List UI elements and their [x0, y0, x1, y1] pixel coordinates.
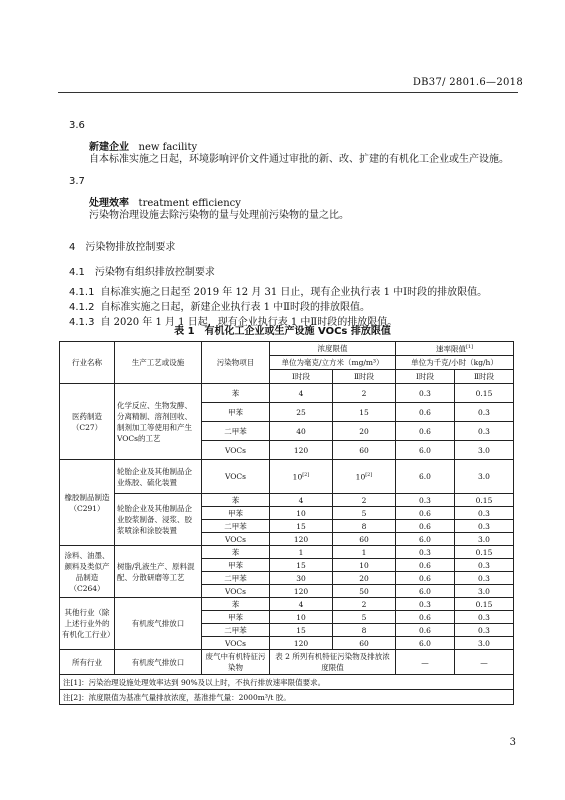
pollutant-cell: 苯 [202, 546, 270, 559]
table-row [60, 546, 514, 559]
pollutant-cell: 甲苯 [202, 611, 270, 624]
conc-p2-cell: 60 [333, 637, 396, 650]
pollutant-cell: 苯 [202, 494, 270, 507]
rate-p1-cell: 6.0 [396, 585, 455, 598]
clause-number: 4.1.1 [69, 287, 95, 298]
header-period-2: Ⅱ时段 [333, 370, 396, 384]
conc-p1-cell: 10 [270, 611, 333, 624]
conc-p2-cell: 10 [333, 559, 396, 572]
rate-p1-cell: 0.6 [396, 611, 455, 624]
industry-cell: 橡胶制品制造（C291） [60, 460, 115, 546]
pollutant-cell: 苯 [202, 598, 270, 611]
conc-p1-cell: 10 [270, 507, 333, 520]
rate-p1-cell: 0.6 [396, 624, 455, 637]
conc-p1-cell: 1 [270, 546, 333, 559]
pollutant-cell: VOCs [202, 637, 270, 650]
rate-p1-cell: 6.0 [396, 533, 455, 546]
conc-p1-cell: 120 [270, 441, 333, 460]
conc-p2-cell: 5 [333, 611, 396, 624]
conc-p1-cell: 120 [270, 533, 333, 546]
pollutant-cell: 甲苯 [202, 507, 270, 520]
pollutant-cell: 二甲苯 [202, 422, 270, 441]
pollutant-cell: VOCs [202, 460, 270, 494]
process-cell: 轮胎企业及其他制品企业胶浆制备、浸浆、胶浆喷涂和涂胶装置 [115, 494, 202, 546]
conc-p1-cell: 120 [270, 585, 333, 598]
conc-p2-cell: 50 [333, 585, 396, 598]
table-title: 表 1 有机化工企业或生产设施 VOCs 排放限值 [174, 326, 391, 337]
conc-p2-cell: 2 [333, 494, 396, 507]
rate-p2-cell: 0.3 [455, 611, 514, 624]
pollutant-cell: 二甲苯 [202, 520, 270, 533]
header-row [60, 342, 514, 356]
section-number-3-7: 3.7 [69, 176, 85, 187]
table-note-row [60, 690, 514, 705]
rate-p1-cell: 0.3 [396, 494, 455, 507]
conc-p2-cell: 60 [333, 533, 396, 546]
clause-4-1-1 [69, 283, 487, 298]
rate-p2-cell: 0.3 [455, 624, 514, 637]
conc-p2-cell: 20 [333, 572, 396, 585]
clause-text: 自标准实施之日起至 2019 年 12 月 31 日止，现有企业执行表 1 中Ⅰ时段的排放限值。 [100, 287, 488, 298]
rate-p1-cell: 0.6 [396, 572, 455, 585]
table-row [60, 494, 514, 507]
conc-p2-cell: 5 [333, 507, 396, 520]
document-code: DB37/ 2801.6—2018 [412, 77, 523, 88]
rate-p2-cell: 3.0 [455, 585, 514, 598]
rate-p1-cell: 0.6 [396, 507, 455, 520]
clause-text: 自标准实施之日起，新建企业执行表 1 中Ⅱ时段的排放限值。 [100, 302, 370, 313]
table-note-row [60, 675, 514, 690]
term-en: new facility [138, 142, 198, 153]
conc-p1-cell: 15 [270, 624, 333, 637]
definition-3-6: 自本标准实施之日起，环境影响评价文件通过审批的新、改、扩建的有机化工企业或生产设施。 [89, 154, 509, 165]
conc-p2-cell: 2 [333, 384, 396, 403]
clause-number: 4.1.3 [69, 317, 95, 328]
rate-p2-cell: — [455, 650, 514, 675]
industry-cell: 涂料、油墨、颜料及类似产品制造（C264） [60, 546, 115, 598]
conc-p1-cell [270, 460, 333, 494]
rate-p1-cell: 0.6 [396, 559, 455, 572]
conc-p2-cell: 15 [333, 403, 396, 422]
conc-p1-cell: 15 [270, 559, 333, 572]
rate-p2-cell: 3.0 [455, 441, 514, 460]
pollutant-cell: VOCs [202, 441, 270, 460]
rate-p1-cell: 6.0 [396, 460, 455, 494]
header-period-2: Ⅱ时段 [455, 370, 514, 384]
pollutant-cell: 甲苯 [202, 403, 270, 422]
rate-footnote: [1] [465, 344, 474, 351]
clause-number: 4.1.2 [69, 302, 95, 313]
rate-p2-cell: 0.3 [455, 507, 514, 520]
conc-p2-cell: 1 [333, 546, 396, 559]
industry-cell: 其他行业（除上述行业外的有机化工行业） [60, 598, 115, 650]
emission-limits-table [59, 341, 514, 705]
pollutant-cell: 二甲苯 [202, 572, 270, 585]
rate-p1-cell: 0.6 [396, 422, 455, 441]
industry-cell: 医药制造（C27） [60, 384, 115, 460]
pollutant-cell: 二甲苯 [202, 624, 270, 637]
rate-p1-cell: 0.3 [396, 546, 455, 559]
pollutant-cell: VOCs [202, 585, 270, 598]
value: 10 [292, 472, 303, 482]
clause-text: 自 2020 年 1 月 1 日起，现有企业执行表 1 中Ⅱ时段的排放限值。 [100, 317, 398, 328]
clause-4-1-2 [69, 298, 370, 313]
conc-p1-cell: 25 [270, 403, 333, 422]
conc-p2-cell: 8 [333, 520, 396, 533]
value: 10 [355, 472, 366, 482]
footnote-ref: [2] [302, 472, 310, 479]
definition-3-7: 污染物治理设施去除污染物的量与处理前污染物的量之比。 [89, 210, 349, 221]
header-rate [396, 342, 514, 356]
table-note-2: 注[2]：浓度限值为基准气量排放浓度，基准排气量：2000m³/t 胶。 [60, 690, 514, 705]
header-period-1: Ⅰ时段 [270, 370, 333, 384]
rate-p2-cell: 0.15 [455, 598, 514, 611]
rate-p2-cell: 3.0 [455, 637, 514, 650]
table-row [60, 384, 514, 403]
process-cell: 轮胎企业及其他制品企业炼胶、硫化装置 [115, 460, 202, 494]
rate-p2-cell: 0.3 [455, 559, 514, 572]
rate-p1-cell: 0.3 [396, 598, 455, 611]
rate-p1-cell: 0.3 [396, 384, 455, 403]
conc-p2-cell [333, 460, 396, 494]
rate-p2-cell: 0.3 [455, 403, 514, 422]
conc-p1-cell: 4 [270, 494, 333, 507]
table-note-1: 注[1]：污染治理设施处理效率达到 90%及以上时，不执行排放速率限值要求。 [60, 675, 514, 690]
header-conc-unit: 单位为毫克/立方米（mg/m³） [270, 356, 396, 370]
process-cell: 有机废气排放口 [115, 598, 202, 650]
conc-p1-cell: 120 [270, 637, 333, 650]
section-number-3-6: 3.6 [69, 120, 85, 131]
industry-cell: 所有行业 [60, 650, 115, 675]
rate-p2-cell: 0.3 [455, 572, 514, 585]
conc-p1-cell: 15 [270, 520, 333, 533]
section-heading-4: 4 污染物排放控制要求 [69, 242, 176, 253]
rate-p2-cell: 3.0 [455, 460, 514, 494]
process-cell: 树脂/乳液生产、原料混配、分散研磨等工艺 [115, 546, 202, 598]
table-row [60, 598, 514, 611]
rate-p2-cell: 0.15 [455, 494, 514, 507]
rate-p1-cell: — [396, 650, 455, 675]
header-rate-unit: 单位为千克/小时（kg/h） [396, 356, 514, 370]
conc-p2-cell: 20 [333, 422, 396, 441]
pollutant-cell: 甲苯 [202, 559, 270, 572]
rate-p2-cell: 3.0 [455, 533, 514, 546]
term-cn: 处理效率 [89, 198, 129, 209]
process-cell: 有机废气排放口 [115, 650, 202, 675]
rate-p1-cell: 6.0 [396, 441, 455, 460]
rate-p2-cell: 0.15 [455, 546, 514, 559]
header-concentration: 浓度限值 [270, 342, 396, 356]
term-3-6 [89, 138, 197, 153]
table-row [60, 460, 514, 494]
table-row [60, 650, 514, 675]
rate-label: 速率限值 [435, 344, 466, 354]
conc-p1-cell: 4 [270, 598, 333, 611]
term-3-7 [89, 194, 241, 209]
page-number: 3 [509, 737, 516, 748]
term-cn: 新建企业 [89, 142, 129, 153]
pollutant-cell: 废气中有机特征污染物 [202, 650, 270, 675]
conc-p1-cell: 4 [270, 384, 333, 403]
conc-p1-cell: 40 [270, 422, 333, 441]
conc-p2-cell: 8 [333, 624, 396, 637]
footnote-ref: [2] [365, 472, 373, 479]
pollutant-cell: VOCs [202, 533, 270, 546]
rate-p2-cell: 0.15 [455, 384, 514, 403]
rate-p2-cell: 0.3 [455, 422, 514, 441]
process-cell: 化学反应、生物发酵、分离精制、溶剂回收、制剂加工等使用和产生VOCs的工艺 [115, 384, 202, 460]
conc-p2-cell: 60 [333, 441, 396, 460]
conc-limit-cell: 表 2 所列有机特征污染物及排放浓度限值 [270, 650, 396, 675]
rate-p1-cell: 0.6 [396, 403, 455, 422]
section-heading-4-1: 4.1 污染物有组织排放控制要求 [69, 267, 215, 278]
rate-p1-cell: 6.0 [396, 637, 455, 650]
header-process: 生产工艺或设施 [115, 342, 202, 384]
header-industry: 行业名称 [60, 342, 115, 384]
rate-p2-cell: 0.3 [455, 520, 514, 533]
header-period-1: Ⅰ时段 [396, 370, 455, 384]
header-rule [58, 92, 518, 93]
header-pollutant: 污染物项目 [202, 342, 270, 384]
conc-p2-cell: 2 [333, 598, 396, 611]
conc-p1-cell: 30 [270, 572, 333, 585]
term-en: treatment efficiency [138, 198, 241, 209]
pollutant-cell: 苯 [202, 384, 270, 403]
rate-p1-cell: 0.6 [396, 520, 455, 533]
